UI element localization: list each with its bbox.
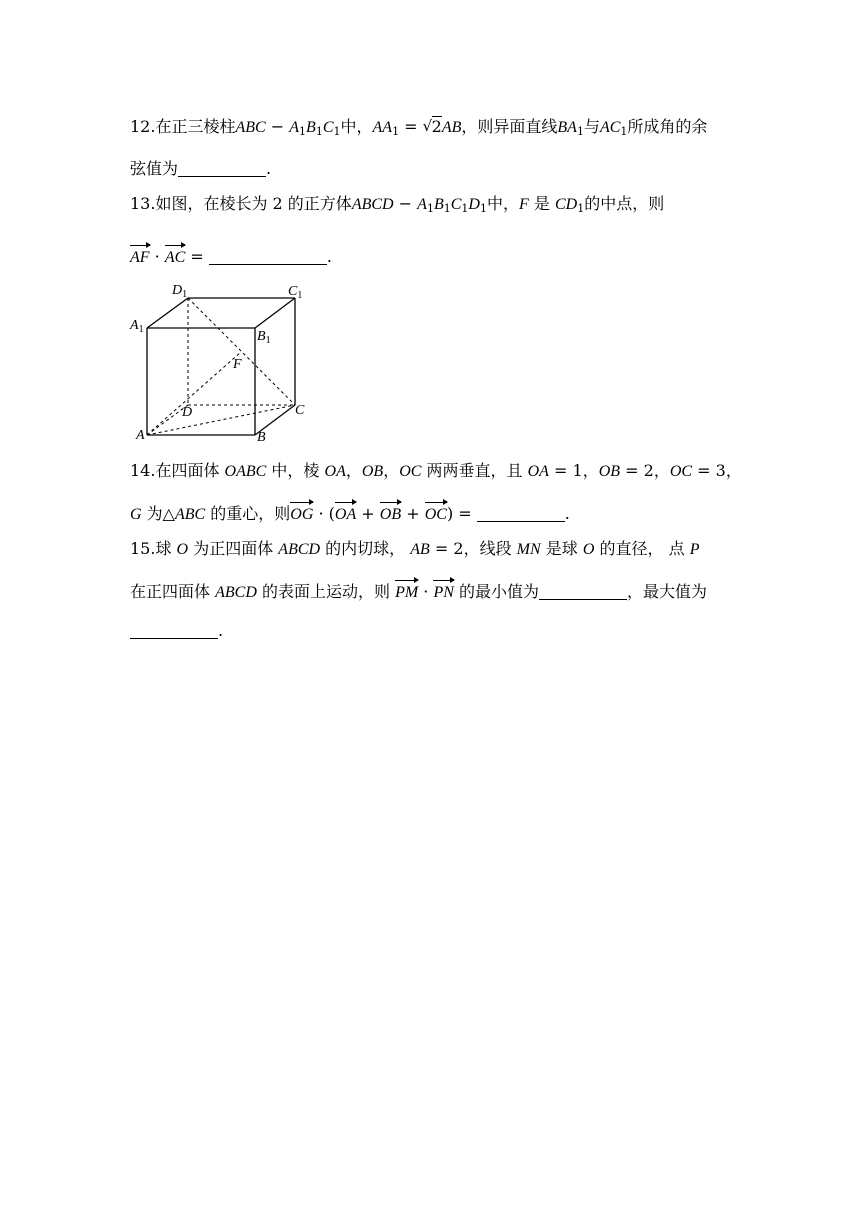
q15-line-1: 15.球 O 为正四面体 ABCD 的内切球， AB = 2，线段 MN 是球 O 的直径， 点 P (130, 539, 700, 558)
answer-blank-min[interactable] (539, 583, 627, 600)
hidden-segment-d1c (188, 298, 295, 405)
label-b1: $B_1$ (257, 329, 271, 346)
q14-line-1: 14.在四面体 OABC 中，棱 OA，OB，OC 两两垂直，且 OA = 1，OB = 2，OC = 3， (130, 461, 742, 480)
answer-blank[interactable] (477, 505, 565, 522)
hidden-segment-af (147, 352, 241, 435)
label-f: F (233, 357, 242, 372)
edge-b1c1 (255, 298, 295, 328)
label-a1: $A_1$ (130, 318, 144, 335)
label-d: D (182, 405, 193, 420)
q14-number: 14. (130, 461, 156, 480)
cube-figure (125, 278, 325, 453)
label-a: A (136, 428, 145, 443)
vector-oc: OC (425, 500, 447, 526)
vector-pn: PN (433, 578, 453, 604)
vector-ob: OB (380, 500, 401, 526)
vector-og: OG (290, 500, 313, 526)
hidden-segment-ac (147, 405, 295, 435)
label-c1: $C_1$ (288, 284, 303, 301)
q12-line-1: 12.在正三棱柱ABC − $A_1B_1C_1$中，$AA_1$ = √ 2AB，则异面直线$BA_1$与$AC_1$所成角的余 (130, 116, 707, 139)
vector-af: AF (130, 243, 150, 269)
vector-ac: AC (165, 243, 185, 269)
edge-a1d1 (147, 298, 188, 328)
q13-number: 13. (130, 194, 156, 213)
q15-line-3: . (130, 620, 223, 642)
label-b: B (257, 430, 266, 445)
q12-line-2: 弦值为 . (130, 159, 272, 178)
vector-oa: OA (335, 500, 356, 526)
label-d1: $D_1$ (172, 283, 188, 300)
q13-line-1: 13.如图，在棱长为 2 的正方体ABCD − $A_1B_1C_1D_1$中，F 是 $CD_1$的中点，则 (130, 194, 665, 215)
q12-number: 12. (130, 117, 156, 136)
answer-blank[interactable] (178, 160, 266, 177)
vector-pm: PM (395, 578, 418, 604)
answer-blank[interactable] (209, 248, 327, 265)
q15-number: 15. (130, 539, 156, 558)
sqrt-symbol: √ 2 (423, 116, 442, 138)
q13-line-2: AF · AC = . (130, 243, 332, 269)
q15-line-2: 在正四面体 ABCD 的表面上运动，则 PM · PN 的最小值为 ，最大值为 (130, 578, 707, 604)
label-c: C (295, 403, 305, 418)
answer-blank-max[interactable] (130, 622, 218, 639)
q14-line-2: G 为△ABC 的重心，则OG · (OA + OB + OC) = . (130, 500, 570, 526)
